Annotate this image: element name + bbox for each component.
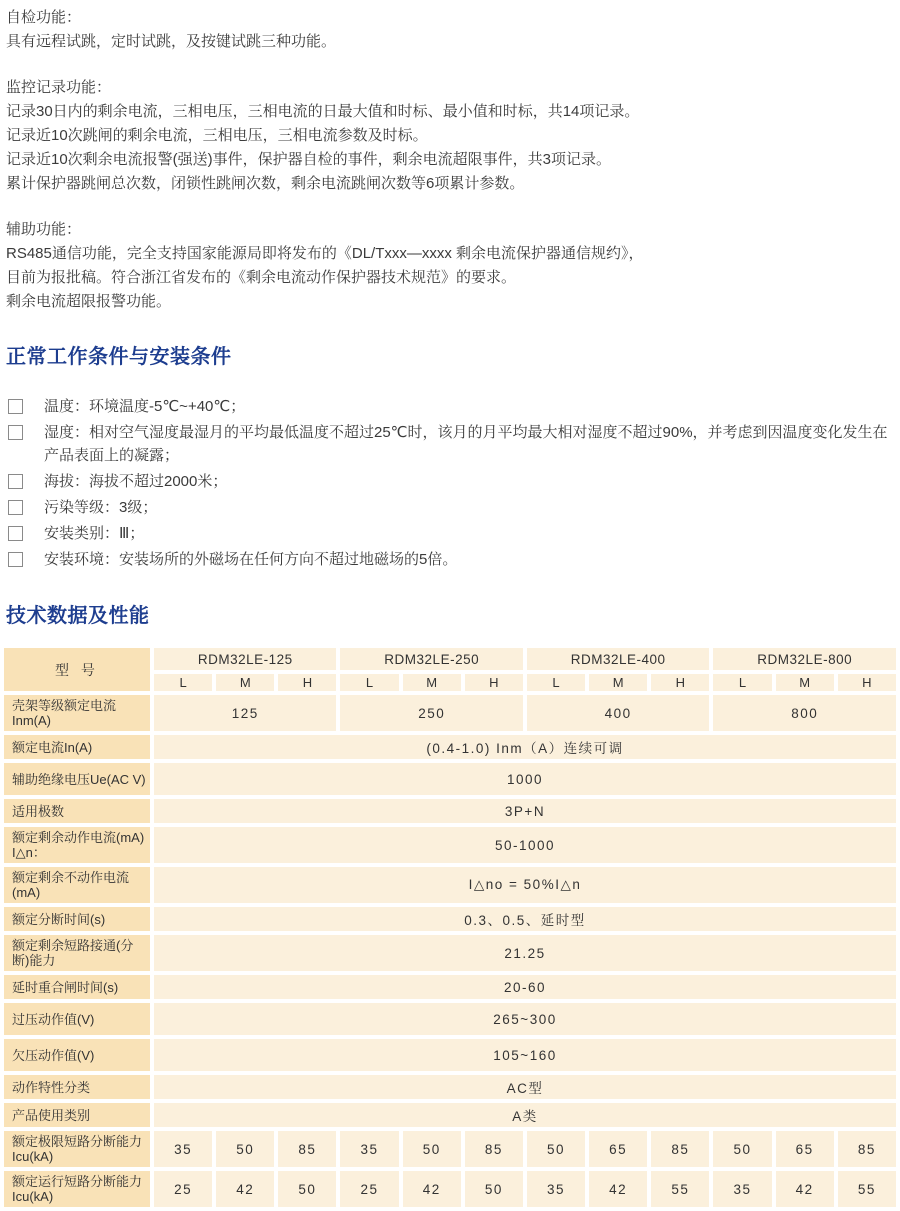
spec-value-cell: 250 — [340, 695, 522, 731]
spec-row-residual-operating-current — [4, 827, 896, 863]
spec-value-cell: 85 — [278, 1131, 336, 1167]
spec-value-cell: (0.4-1.0) Inm（A）连续可调 — [154, 735, 896, 759]
size-header-cell: L — [154, 674, 212, 691]
spec-label-cell: 壳架等级额定电流Inm(A) — [4, 695, 150, 731]
text-line: 剩余电流超限报警功能。 — [6, 293, 172, 310]
condition-item-humidity — [6, 421, 892, 467]
text-line: 记录30日内的剩余电流，三相电压，三相电流的日最大值和时标、最小值和时标，共14项记录。 — [6, 103, 640, 120]
spec-label-cell: 过压动作值(V) — [4, 1003, 150, 1035]
condition-text: 温度：环境温度-5℃~+40℃； — [44, 398, 246, 415]
checkbox-icon — [8, 399, 23, 414]
conditions-list — [6, 395, 892, 571]
spec-row-short-circuit-making-breaking — [4, 935, 896, 971]
spec-value-cell: 50-1000 — [154, 827, 896, 863]
model-header-cell: RDM32LE-800 — [713, 648, 896, 670]
spec-value-cell: 35 — [340, 1131, 398, 1167]
checkbox-icon — [8, 425, 23, 440]
spec-row-service-breaking-capacity — [4, 1171, 896, 1207]
spec-value-cell: 42 — [216, 1171, 274, 1207]
size-header-cell: H — [465, 674, 523, 691]
checkbox-icon — [8, 552, 23, 567]
spec-row-insulation-voltage — [4, 763, 896, 795]
size-header-cell: M — [403, 674, 461, 691]
spec-value-cell: 85 — [465, 1131, 523, 1167]
size-header-cell: L — [527, 674, 585, 691]
spec-value-cell: 400 — [527, 695, 709, 731]
size-header-cell: H — [278, 674, 336, 691]
text-line: RS485通信功能，完全支持国家能源局即将发布的《DL/Txxx—xxxx 剩余电流保护器通信规约》， — [6, 245, 644, 262]
condition-text: 安装环境：安装场所的外磁场在任何方向不超过地磁场的5倍。 — [44, 551, 458, 568]
condition-text: 海拔：海拔不超过2000米； — [44, 473, 228, 490]
spec-table — [0, 644, 900, 1211]
condition-item-altitude — [6, 470, 892, 493]
spec-value-cell: 65 — [589, 1131, 647, 1167]
spec-row-ultimate-breaking-capacity — [4, 1131, 896, 1167]
spec-row-frame-current — [4, 695, 896, 731]
section-heading-operating-conditions: 正常工作条件与安装条件 — [6, 346, 232, 368]
spec-value-cell: 3P+N — [154, 799, 896, 823]
spec-row-residual-non-operating-current — [4, 867, 896, 903]
condition-item-installation-environment — [6, 548, 892, 571]
spec-value-cell: 265~300 — [154, 1003, 896, 1035]
spec-row-characteristic-class — [4, 1075, 896, 1099]
condition-item-temperature — [6, 395, 892, 418]
size-header-cell: M — [216, 674, 274, 691]
spec-label-cell: 额定剩余不动作电流(mA) — [4, 867, 150, 903]
spec-label-cell: 额定电流In(A) — [4, 735, 150, 759]
model-header-row — [4, 648, 896, 670]
spec-value-cell: 42 — [589, 1171, 647, 1207]
spec-value-cell: 0.3、0.5、延时型 — [154, 907, 896, 931]
spec-value-cell: 35 — [527, 1171, 585, 1207]
spec-value-cell: 25 — [154, 1171, 212, 1207]
spec-value-cell: 1000 — [154, 763, 896, 795]
text-line: 辅助功能： — [6, 221, 82, 238]
checkbox-icon — [8, 474, 23, 489]
text-line: 自检功能： — [6, 9, 82, 26]
spec-value-cell: 125 — [154, 695, 336, 731]
size-header-cell: M — [776, 674, 834, 691]
text-line: 记录近10次剩余电流报警(强送)事件，保护器自检的事件，剩余电流超限事件，共3项记录。 — [6, 151, 612, 168]
spec-row-utilization-category — [4, 1103, 896, 1127]
text-line: 具有远程试跳，定时试跳，及按键试跳三种功能。 — [6, 33, 337, 50]
spec-row-undervoltage — [4, 1039, 896, 1071]
spec-value-cell: 50 — [527, 1131, 585, 1167]
spec-label-cell: 额定运行短路分断能力Icu(kA) — [4, 1171, 150, 1207]
spec-value-cell: 20-60 — [154, 975, 896, 999]
spec-value-cell: 21.25 — [154, 935, 896, 971]
spec-row-overvoltage — [4, 1003, 896, 1035]
spec-value-cell: AC型 — [154, 1075, 896, 1099]
text-line: 累计保护器跳闸总次数，闭锁性跳闸次数，剩余电流跳闸次数等6项累计参数。 — [6, 175, 525, 192]
text-line: 目前为报批稿。符合浙江省发布的《剩余电流动作保护器技术规范》的要求。 — [6, 269, 517, 286]
model-header-cell: RDM32LE-125 — [154, 648, 336, 670]
text-line: 记录近10次跳闸的剩余电流，三相电压，三相电流参数及时标。 — [6, 127, 428, 144]
spec-row-reclosing-time — [4, 975, 896, 999]
section-heading-tech-data: 技术数据及性能 — [6, 605, 150, 627]
checkbox-icon — [8, 500, 23, 515]
spec-value-cell: 50 — [713, 1131, 771, 1167]
spec-value-cell: 65 — [776, 1131, 834, 1167]
model-header-cell: RDM32LE-250 — [340, 648, 522, 670]
condition-item-installation-category — [6, 522, 892, 545]
spec-label-cell: 产品使用类别 — [4, 1103, 150, 1127]
size-header-cell: L — [340, 674, 398, 691]
spec-row-rated-current — [4, 735, 896, 759]
spec-label-cell: 额定剩余短路接通(分断)能力 — [4, 935, 150, 971]
auxiliary-function-paragraph — [6, 218, 892, 314]
spec-value-cell: 35 — [713, 1171, 771, 1207]
condition-text: 湿度：相对空气湿度最湿月的平均最低温度不超过25℃时，该月的月平均最大相对湿度不超过90%，并考虑到因温度变化发生在产品表面上的凝露； — [44, 424, 888, 464]
spec-label-cell: 额定极限短路分断能力Icu(kA) — [4, 1131, 150, 1167]
size-header-cell: M — [589, 674, 647, 691]
spec-label-cell: 欠压动作值(V) — [4, 1039, 150, 1071]
spec-label-cell: 额定分断时间(s) — [4, 907, 150, 931]
spec-value-cell: 35 — [154, 1131, 212, 1167]
spec-label-cell: 额定剩余动作电流(mA) I△n： — [4, 827, 150, 863]
model-label-cell: 型 号 — [4, 648, 150, 691]
spec-value-cell: 85 — [838, 1131, 896, 1167]
text-line: 监控记录功能： — [6, 79, 112, 96]
spec-value-cell: 50 — [278, 1171, 336, 1207]
spec-value-cell: 105~160 — [154, 1039, 896, 1071]
spec-value-cell: 25 — [340, 1171, 398, 1207]
spec-label-cell: 适用极数 — [4, 799, 150, 823]
size-header-cell: L — [713, 674, 771, 691]
condition-text: 污染等级：3级； — [44, 499, 158, 516]
size-header-cell: H — [838, 674, 896, 691]
self-check-paragraph — [6, 6, 892, 54]
size-header-cell: H — [651, 674, 709, 691]
spec-value-cell: 55 — [651, 1171, 709, 1207]
spec-value-cell: 50 — [216, 1131, 274, 1167]
spec-value-cell: 55 — [838, 1171, 896, 1207]
spec-value-cell: 800 — [713, 695, 896, 731]
monitoring-record-paragraph — [6, 76, 892, 196]
spec-row-breaking-time — [4, 907, 896, 931]
condition-text: 安装类别：Ⅲ； — [44, 525, 145, 542]
spec-label-cell: 动作特性分类 — [4, 1075, 150, 1099]
spec-value-cell: 42 — [776, 1171, 834, 1207]
checkbox-icon — [8, 526, 23, 541]
spec-row-poles — [4, 799, 896, 823]
spec-label-cell: 延时重合闸时间(s) — [4, 975, 150, 999]
spec-value-cell: A类 — [154, 1103, 896, 1127]
model-header-cell: RDM32LE-400 — [527, 648, 709, 670]
spec-value-cell: I△no = 50%I△n — [154, 867, 896, 903]
spec-label-cell: 辅助绝缘电压Ue(AC V) — [4, 763, 150, 795]
spec-value-cell: 85 — [651, 1131, 709, 1167]
spec-value-cell: 50 — [465, 1171, 523, 1207]
condition-item-pollution — [6, 496, 892, 519]
spec-value-cell: 50 — [403, 1131, 461, 1167]
spec-value-cell: 42 — [403, 1171, 461, 1207]
